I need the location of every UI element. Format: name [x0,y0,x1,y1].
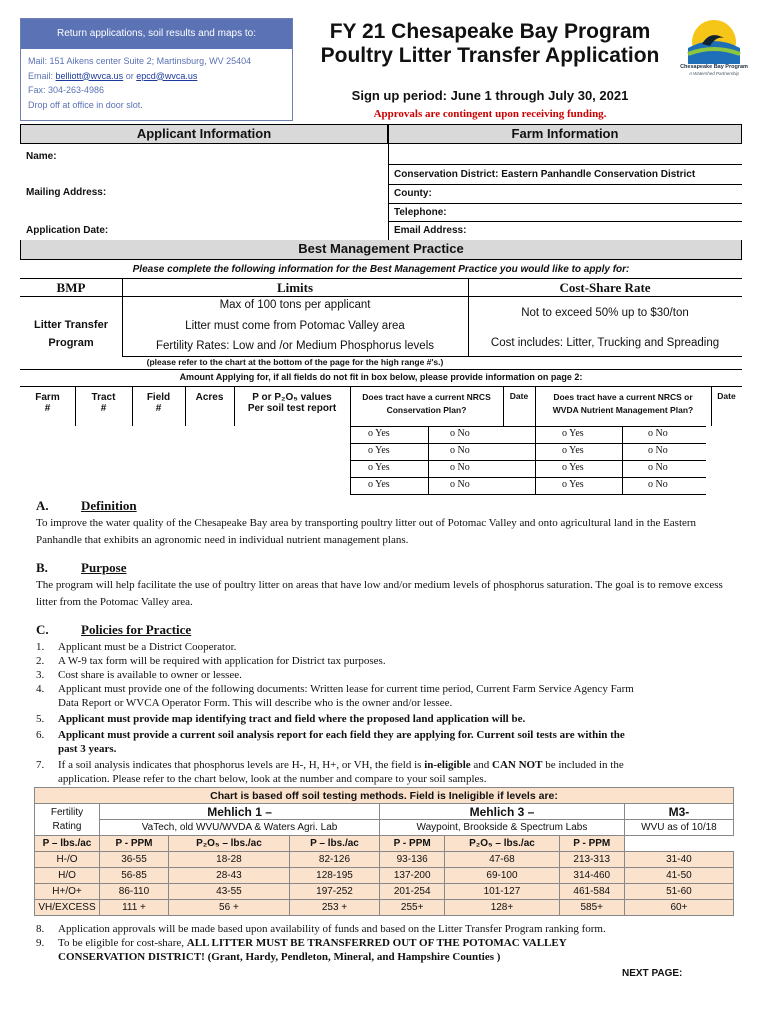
soil-col-head: P - PPM [100,836,169,852]
section-b-text: The program will help facilitate the use of poultry litter on areas that have low and/or medium levels of phosphorus saturation. The goal is to remove excess litter from the Potomac Valley area. [36,579,723,608]
no-option[interactable]: o No [648,428,668,439]
logo-tagline: A Watershed Partnership [688,71,740,76]
no-option[interactable]: o No [450,462,470,473]
no-option[interactable]: o No [648,445,668,456]
nutrient-plan-col-header: Does tract have a current NRCS or WVDA Nutrient Management Plan? [552,392,694,415]
return-info-box [20,18,293,121]
soil-chart-title: Chart is based off soil testing methods. Field is Ineligible if levels are: [35,788,734,804]
fertility-rating: H/O [35,868,100,884]
soil-chart-row [35,884,734,900]
return-heading: Return applications, soil results and maps to: [21,19,292,49]
mehlich3-labs: Waypoint, Brookside & Spectrum Labs [380,820,625,836]
mehlich1-header: Mehlich 1 – [100,804,380,820]
cost-includes: Cost includes: Litter, Trucking and Spreading [490,337,720,349]
name-label: Name: [26,151,57,162]
soil-chart-cell: 213-313 [559,852,624,868]
policy-8: 8. [36,923,45,935]
logo-name: Chesapeake Bay Program [680,64,748,70]
email-link-epcd[interactable]: epcd@wvca.us [136,70,198,81]
soil-col-head: P₂O₅ – lbs./ac [445,836,559,852]
policy-3: 3. [36,669,45,681]
dropoff-note: Drop off at office in door slot. [28,99,143,110]
soil-chart-cell: 56-85 [100,868,169,884]
no-option[interactable]: o No [450,479,470,490]
bmp-col-header: BMP [56,280,86,295]
soil-chart-cell: 128+ [445,900,559,916]
section-a-letter: A. [36,498,49,513]
soil-chart-cell: 201-254 [380,884,445,900]
mailing-address-label: Mailing Address: [26,187,107,198]
p-values-col-header: P or P₂O₅ values Per soil test report [247,392,337,414]
no-option[interactable]: o No [450,445,470,456]
policy-9-text: To be eligible for cost-share, ALL LITTER MUST BE TRANSFERRED OUT OF THE POTOMAC VALLEY CONSERVATION DISTRICT! (Grant, Hardy, Pendleton, Mineral, and Hampshire Counties ) [58,937,567,963]
limit-note: (please refer to the chart at the bottom of the page for the high range #'s.) [146,357,444,367]
soil-chart-cell: 137-200 [380,868,445,884]
soil-chart-cell: 69-100 [445,868,559,884]
policy-7-text: If a soil analysis indicates that phosphorus levels are H-, H, H+, or VH, the field is in-eligible and CAN NOT be included in the application. Please refer to the chart below, look at the number and compare to your soil samples. [58,759,624,785]
soil-chart-cell: 86-110 [100,884,169,900]
soil-chart-cell: 461-584 [559,884,624,900]
nutrient-date-col-header: Date [717,391,736,401]
soil-chart-cell: 585+ [559,900,624,916]
bmp-heading: Best Management Practice [20,240,742,260]
policy-4-text: Applicant must provide one of the following documents: Written lease for current time period, Current Farm Service Agency Farm Data Report or WVCA Operator Form. This will describe who is the owner and/or lessee. [58,683,634,709]
soil-chart-cell: 314-460 [559,868,624,884]
tract-col-header: Tract # [91,392,116,414]
soil-chart-cell: 41-50 [624,868,733,884]
next-page-label: NEXT PAGE: [622,968,683,979]
soil-col-head: P - PPM [559,836,624,852]
no-option[interactable]: o No [648,462,668,473]
cost-rate: Not to exceed 50% up to $30/ton [521,307,689,319]
mehlich3-header: Mehlich 3 – [380,804,625,820]
farm-col-header: Farm # [35,392,60,414]
soil-col-heads [35,836,734,852]
soil-chart-cell: 28-43 [168,868,289,884]
field-col-header: Field # [146,392,171,414]
section-c-title: Policies for Practice [81,622,192,637]
limit-fertility: Fertility Rates: Low and /or Medium Phosphorus levels [155,340,435,352]
soil-chart-row [35,868,734,884]
telephone-label: Telephone: [394,207,447,218]
soil-chart-cell: 47-68 [445,852,559,868]
policy-5-text: Applicant must provide map identifying tract and field where the proposed land application will be. [58,713,526,725]
soil-col-head: P – lbs./ac [35,836,100,852]
soil-chart-cell: 31-40 [624,852,733,868]
soil-chart-cell: 253 + [289,900,379,916]
yes-option[interactable]: o Yes [368,462,390,473]
policy-1-text: Applicant must be a District Cooperator. [58,641,237,653]
soil-chart-cell: 255+ [380,900,445,916]
yes-option[interactable]: o Yes [368,445,390,456]
cost-share-col-header: Cost-Share Rate [559,280,651,295]
policy-4: 4. [36,683,45,695]
soil-chart-cell: 18-28 [168,852,289,868]
policy-7: 7. [36,759,45,771]
yes-option[interactable]: o Yes [368,479,390,490]
soil-chart-cell: 43-55 [168,884,289,900]
policy-6-text: Applicant must provide a current soil analysis report for each field they are applying for. Current soil tests are within the past 3 years. [58,729,625,755]
section-c-letter: C. [36,622,49,637]
soil-chart-cell: 197-252 [289,884,379,900]
soil-chart-cell: 51-60 [624,884,733,900]
farm-info-heading: Farm Information [388,124,742,144]
soil-chart-row [35,852,734,868]
policy-2-text: A W-9 tax form will be required with application for District tax purposes. [58,655,386,667]
yes-option[interactable]: o Yes [368,428,390,439]
policy-8-text: Application approvals will be made based upon availability of funds and based on the Litter Transfer Program ranking form. [58,923,606,935]
yes-option[interactable]: o Yes [562,479,584,490]
approvals-note: Approvals are contingent upon receiving funding. [373,108,607,120]
policy-1: 1. [36,641,45,653]
yes-option[interactable]: o Yes [562,428,584,439]
page-title-line2: Poultry Litter Transfer Application [320,44,660,67]
fertility-rating: H+/O+ [35,884,100,900]
fertility-rating-header: Fertility Rating [35,804,100,836]
amount-note: Amount Applying for, if all fields do not fit in box below, please provide information on page 2: [179,372,583,382]
limit-max-tons: Max of 100 tons per applicant [219,299,371,311]
soil-chart-cell: 128-195 [289,868,379,884]
fertility-rating: H-/O [35,852,100,868]
page-title-line1: FY 21 Chesapeake Bay Program [329,20,651,43]
acres-col-header: Acres [195,392,224,403]
soil-col-head: P - PPM [380,836,445,852]
soil-fertility-chart [34,787,734,916]
policy-9: 9. [36,937,45,949]
nrcs-plan-col-header: Does tract have a current NRCS Conservation Plan? [362,392,491,415]
soil-chart-cell: 93-136 [380,852,445,868]
section-b-letter: B. [36,560,48,575]
soil-chart-cell: 60+ [624,900,733,916]
mehlich1-labs: VaTech, old WVU/WVDA & Waters Agri. Lab [100,820,380,836]
fertility-rating: VH/EXCESS [35,900,100,916]
email-link-belliott[interactable]: belliott@wvca.us [55,70,124,81]
yes-option[interactable]: o Yes [562,445,584,456]
county-label: County: [394,188,432,199]
applicant-info-heading: Applicant Information [20,124,388,144]
soil-chart-cell: 101-127 [445,884,559,900]
application-date-label: Application Date: [26,225,109,236]
fax-number: Fax: 304-263-4986 [28,85,105,95]
section-a-title: Definition [81,498,137,513]
section-b-title: Purpose [81,560,127,575]
bmp-instruction: Please complete the following information for the Best Management Practice you would like to apply for: [132,264,630,275]
soil-chart-row [35,900,734,916]
m3-wvu-labs: WVU as of 10/18 [624,820,733,836]
m3-wvu-header: M3- [624,804,733,820]
yes-option[interactable]: o Yes [562,462,584,473]
limit-potomac: Litter must come from Potomac Valley area [185,320,405,332]
soil-chart-cell: 56 + [168,900,289,916]
nrcs-date-col-header: Date [509,391,529,401]
soil-chart-cell: 111 + [100,900,169,916]
farm-email-label: Email Address: [394,225,467,236]
policy-5: 5. [36,713,45,725]
bmp-name: Litter Transfer Program [34,319,108,349]
signup-period: Sign up period: June 1 through July 30, 2021 [351,88,629,103]
soil-col-head: P – lbs./ac [289,836,379,852]
no-option[interactable]: o No [450,428,470,439]
conservation-district-label: Conservation District: Eastern Panhandle Conservation District [394,169,696,180]
mail-address: Mail: 151 Aikens center Suite 2; Martinsburg, WV 25404 [28,56,252,66]
policy-2: 2. [36,655,45,667]
soil-col-head: P₂O₅ – lbs./ac [168,836,289,852]
policy-3-text: Cost share is available to owner or lessee. [58,669,242,681]
no-option[interactable]: o No [648,479,668,490]
email-line: Email: belliott@wvca.us or epcd@wvca.us [28,70,198,81]
section-a-text: To improve the water quality of the Chesapeake Bay area by transporting poultry litter out of Potomac Valley and onto agricultural land in the Eastern Panhandle that exhibits an agronomic need in individual nutrient management plans. [36,517,697,546]
soil-chart-cell: 82-126 [289,852,379,868]
limits-col-header: Limits [276,280,314,295]
soil-chart-cell: 36-55 [100,852,169,868]
policy-6: 6. [36,729,45,741]
